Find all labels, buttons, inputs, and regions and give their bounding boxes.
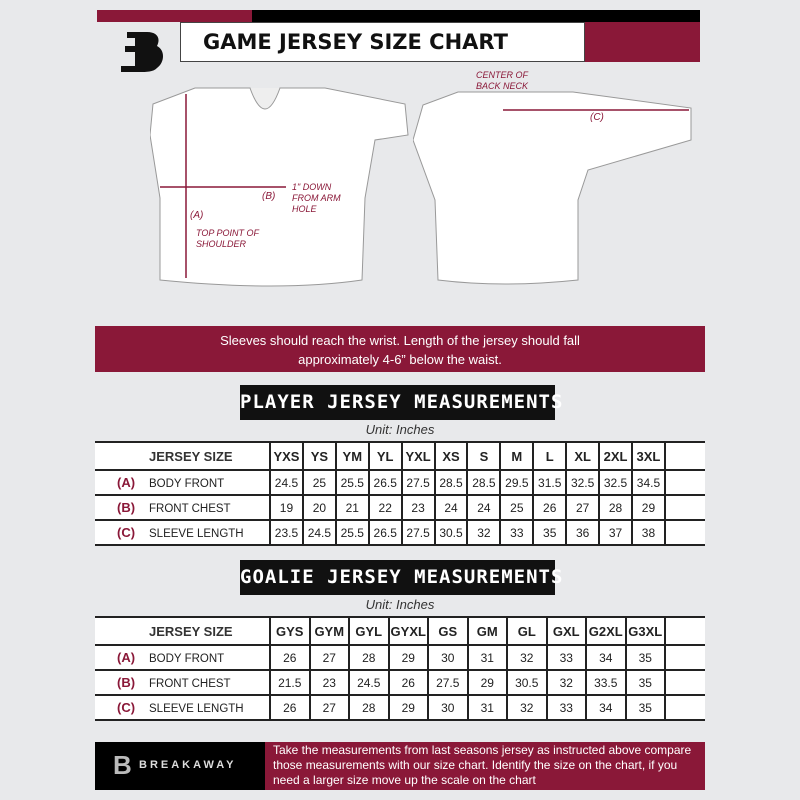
measurement-cell: 31.5 — [533, 470, 566, 495]
footer-logo-icon: B — [113, 750, 132, 780]
measurement-cell: 34.5 — [632, 470, 665, 495]
measurement-cell: 28 — [599, 495, 632, 520]
footer-brand-name: BREAKAWAY — [139, 759, 237, 771]
table-row — [95, 520, 705, 545]
measurement-cell: 21 — [336, 495, 369, 520]
spacer-cell — [665, 670, 705, 695]
spacer-cell — [665, 617, 705, 645]
header-accent-block — [585, 22, 700, 62]
measurement-cell: 22 — [369, 495, 402, 520]
goalie-heading: GOALIE JERSEY MEASUREMENTS — [240, 560, 555, 595]
size-header: 2XL — [599, 442, 632, 470]
size-header: G2XL — [586, 617, 626, 645]
measurement-cell: 25.5 — [336, 520, 369, 545]
measurement-cell: 19 — [270, 495, 303, 520]
page-title: GAME JERSEY SIZE CHART — [180, 22, 585, 62]
player-size-table — [95, 441, 705, 546]
header-accent-bar — [97, 10, 252, 22]
measurement-cell: 24 — [467, 495, 500, 520]
size-header: YM — [336, 442, 369, 470]
measurement-cell: 29 — [389, 645, 429, 670]
spacer-cell — [665, 645, 705, 670]
spacer-cell — [665, 695, 705, 720]
measurement-cell: 32.5 — [599, 470, 632, 495]
row-label — [95, 695, 270, 720]
table-header-row — [95, 617, 705, 645]
measurement-cell: 27 — [310, 645, 350, 670]
goalie-unit: Unit: Inches — [365, 597, 435, 612]
row-name: BODY FRONT — [149, 478, 225, 490]
table-row — [95, 495, 705, 520]
table-row — [95, 470, 705, 495]
measurement-cell: 27 — [566, 495, 599, 520]
spacer-cell — [665, 442, 705, 470]
measurement-cell: 35 — [626, 645, 666, 670]
measurement-cell: 28 — [349, 695, 389, 720]
measurement-cell: 26.5 — [369, 520, 402, 545]
size-header: GS — [428, 617, 468, 645]
fit-guidance-banner — [95, 326, 705, 372]
size-header: S — [467, 442, 500, 470]
measurement-cell: 26 — [270, 645, 310, 670]
measurement-cell: 32 — [507, 695, 547, 720]
measurement-cell: 25 — [500, 495, 533, 520]
measurement-cell: 38 — [632, 520, 665, 545]
measurement-cell: 29.5 — [500, 470, 533, 495]
measurement-cell: 35 — [626, 695, 666, 720]
jersey-size-label: JERSEY SIZE — [149, 623, 233, 639]
spacer-cell — [665, 495, 705, 520]
note-c: CENTER OF BACK NECK — [476, 70, 529, 91]
goalie-size-table — [95, 616, 705, 721]
measurement-cell: 31 — [468, 645, 508, 670]
measurement-cell: 24.5 — [349, 670, 389, 695]
table-header-row — [95, 442, 705, 470]
size-header: XL — [566, 442, 599, 470]
row-label — [95, 470, 270, 495]
size-header: GYL — [349, 617, 389, 645]
measurement-cell: 26 — [533, 495, 566, 520]
size-header: GYM — [310, 617, 350, 645]
size-header: YXS — [270, 442, 303, 470]
note-a: TOP POINT OF SHOULDER — [196, 228, 259, 249]
measurement-cell: 28.5 — [435, 470, 468, 495]
row-label — [95, 495, 270, 520]
size-header: L — [533, 442, 566, 470]
measurement-cell: 30.5 — [507, 670, 547, 695]
measurement-cell: 36 — [566, 520, 599, 545]
size-header: GXL — [547, 617, 587, 645]
measurement-cell: 34 — [586, 645, 626, 670]
jersey-back-diagram — [413, 90, 693, 290]
size-header: GYS — [270, 617, 310, 645]
table-row — [95, 695, 705, 720]
measurement-cell: 31 — [468, 695, 508, 720]
banner-line-2: approximately 4-6” below the waist. — [298, 352, 502, 367]
label-c: (C) — [590, 112, 604, 123]
table-row — [95, 645, 705, 670]
row-name: FRONT CHEST — [149, 503, 231, 515]
row-key: (B) — [117, 675, 136, 690]
brand-logo — [115, 28, 170, 83]
size-header: GL — [507, 617, 547, 645]
measurement-cell: 26.5 — [369, 470, 402, 495]
measurement-cell: 26 — [389, 670, 429, 695]
label-b: (B) — [262, 191, 276, 202]
measurement-cell: 27.5 — [428, 670, 468, 695]
measurement-cell: 35 — [533, 520, 566, 545]
measurement-cell: 21.5 — [270, 670, 310, 695]
measurement-cell: 23 — [310, 670, 350, 695]
measurement-cell: 20 — [303, 495, 336, 520]
spacer-cell — [665, 470, 705, 495]
row-key: (B) — [117, 500, 136, 515]
measurement-cell: 32 — [467, 520, 500, 545]
size-header: 3XL — [632, 442, 665, 470]
measurement-cell: 23.5 — [270, 520, 303, 545]
measurement-cell: 28 — [349, 645, 389, 670]
measurement-cell: 30 — [428, 645, 468, 670]
measurement-cell: 24.5 — [270, 470, 303, 495]
row-key: (A) — [117, 475, 136, 490]
size-header: YS — [303, 442, 336, 470]
row-label — [95, 645, 270, 670]
row-name: BODY FRONT — [149, 653, 225, 665]
size-header: GYXL — [389, 617, 429, 645]
measurement-cell: 35 — [626, 670, 666, 695]
jersey-size-label: JERSEY SIZE — [149, 448, 233, 464]
measurement-cell: 26 — [270, 695, 310, 720]
measurement-cell: 32 — [547, 670, 587, 695]
measurement-cell: 24.5 — [303, 520, 336, 545]
measurement-cell: 30 — [428, 695, 468, 720]
spacer-cell — [665, 520, 705, 545]
table-row — [95, 670, 705, 695]
size-header: XS — [435, 442, 468, 470]
measurement-cell: 32.5 — [566, 470, 599, 495]
measurement-cell: 27.5 — [402, 520, 435, 545]
measurement-cell: 33 — [500, 520, 533, 545]
measurement-cell: 25.5 — [336, 470, 369, 495]
measurement-cell: 27.5 — [402, 470, 435, 495]
size-header: YXL — [402, 442, 435, 470]
measurement-cell: 29 — [632, 495, 665, 520]
measurement-cell: 33.5 — [586, 670, 626, 695]
note-b: 1" DOWN FROM ARM HOLE — [292, 182, 341, 214]
size-header: M — [500, 442, 533, 470]
measurement-cell: 27 — [310, 695, 350, 720]
header-black-bar — [252, 10, 700, 22]
player-unit: Unit: Inches — [365, 422, 435, 437]
measurement-cell: 30.5 — [435, 520, 468, 545]
measurement-cell: 34 — [586, 695, 626, 720]
row-name: SLEEVE LENGTH — [149, 703, 244, 715]
measurement-cell: 28.5 — [467, 470, 500, 495]
size-header: YL — [369, 442, 402, 470]
measurement-cell: 33 — [547, 695, 587, 720]
row-label — [95, 520, 270, 545]
row-label — [95, 670, 270, 695]
row-key: (A) — [117, 650, 136, 665]
footer-brand — [95, 742, 265, 790]
measurement-cell: 29 — [468, 670, 508, 695]
measurement-cell: 37 — [599, 520, 632, 545]
row-name: FRONT CHEST — [149, 678, 231, 690]
footer-instructions: Take the measurements from last seasons jersey as instructed above compare those measurements with our size chart. Identify the size on the chart, if you need a larger size move up the scale on the chart — [265, 742, 705, 790]
measurement-cell: 29 — [389, 695, 429, 720]
measurement-cell: 23 — [402, 495, 435, 520]
measurement-cell: 33 — [547, 645, 587, 670]
measurement-cell: 25 — [303, 470, 336, 495]
jersey-front-diagram — [150, 80, 410, 295]
row-key: (C) — [117, 700, 136, 715]
label-a: (A) — [190, 210, 204, 221]
banner-line-1: Sleeves should reach the wrist. Length of the jersey should fall — [220, 333, 580, 348]
row-key: (C) — [117, 525, 136, 540]
player-heading: PLAYER JERSEY MEASUREMENTS — [240, 385, 555, 420]
row-name: SLEEVE LENGTH — [149, 528, 244, 540]
size-header: GM — [468, 617, 508, 645]
measurement-cell: 24 — [435, 495, 468, 520]
size-header: G3XL — [626, 617, 666, 645]
measurement-cell: 32 — [507, 645, 547, 670]
